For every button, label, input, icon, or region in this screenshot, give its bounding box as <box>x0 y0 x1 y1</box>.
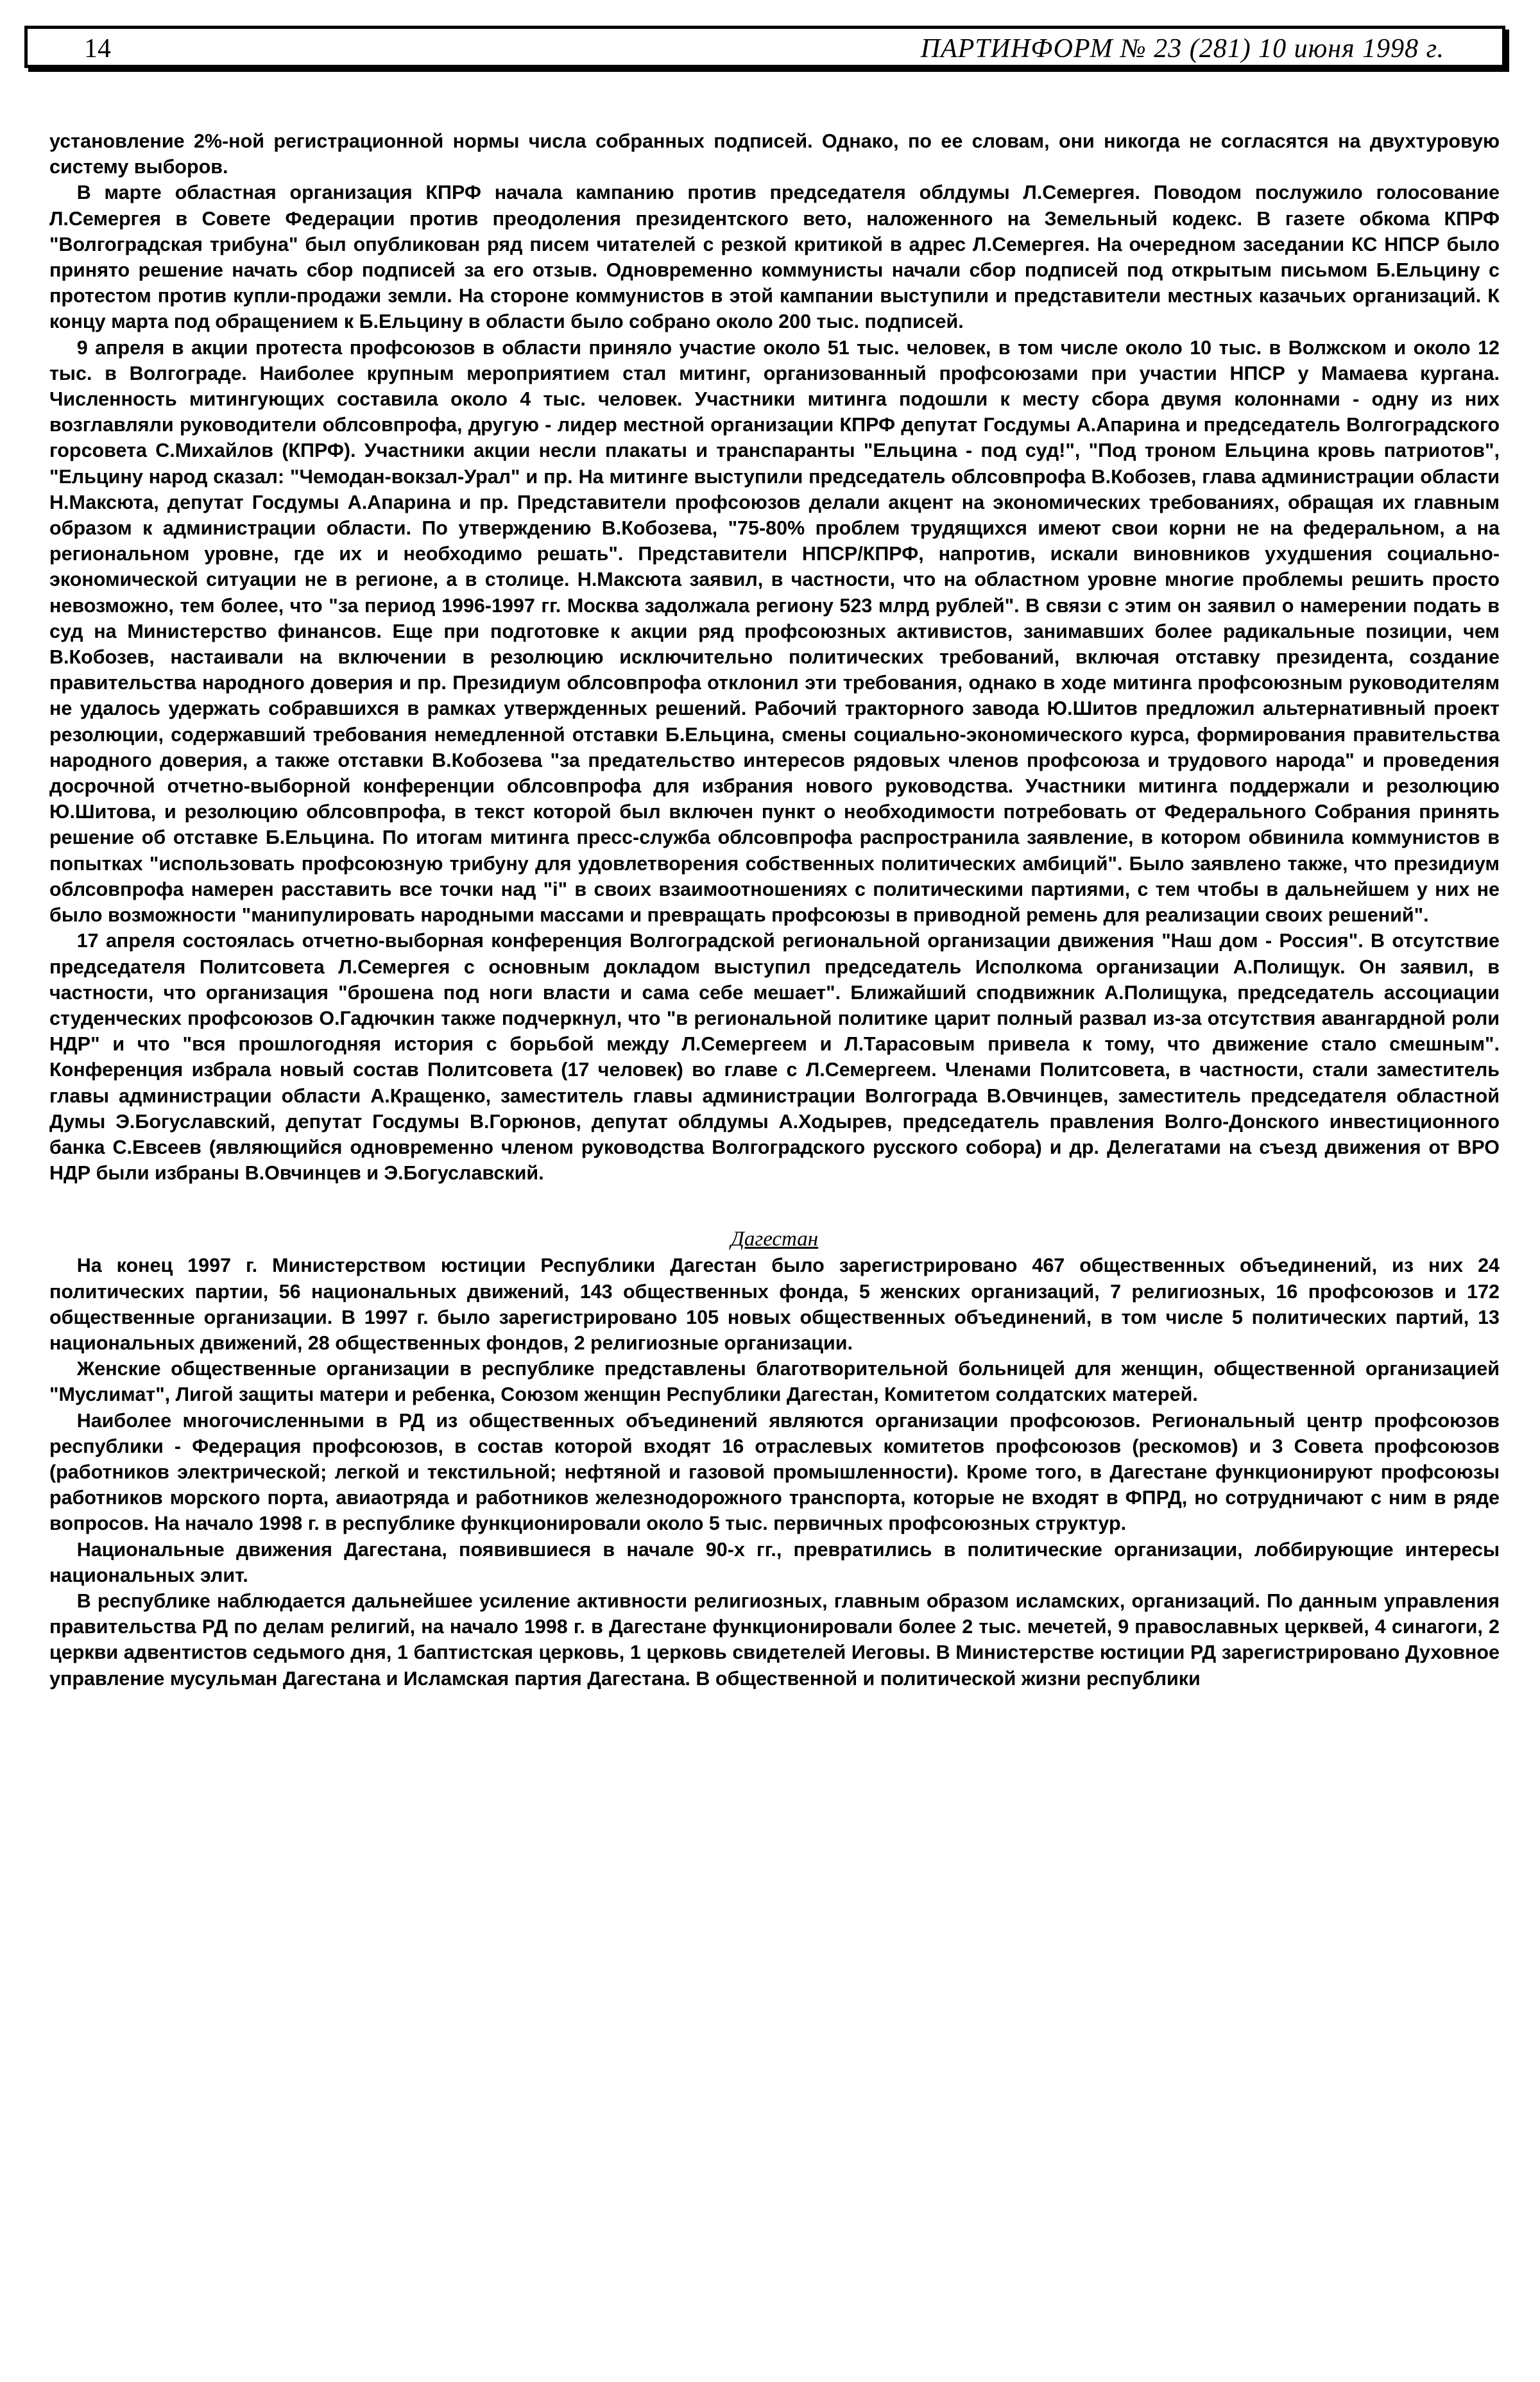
dagestan-section <box>49 1253 1500 1691</box>
paragraph: Женские общественные организации в республике представлены благотворительной больницей для женщин, общественной организацией "Муслимат", Лигой защиты матери и ребенка, Союзом женщин Республики Дагестан, Комитетом солдатских матерей. <box>49 1358 1500 1406</box>
paragraph: В республике наблюдается дальнейшее усиление активности религиозных, главным образом исламских, организаций. По данным управления правительства РД по делам религий, на начало 1998 г. в Дагестане функционировали более 2 тыс. мечетей, 9 православных церквей, 4 синагоги, 2 церкви адвентистов седьмого дня, 1 баптистская церковь, 1 церковь свидетелей Иеговы. В Министерстве юстиции РД зарегистрировано Духовное управление мусульман Дагестана и Исламская партия Дагестана. В общественной и политической жизни республики <box>49 1589 1500 1690</box>
paragraph: Наиболее многочисленными в РД из общественных объединений являются организации профсоюзов. Региональный центр профсоюзов республики - Федерация профсоюзов, в состав которой входят 16 отраслевых комитетов профсоюзов (рескомов) и 3 Совета профсоюзов (работников электрической; легкой и текстильной; нефтяной и газовой промышленности). Кроме того, в Дагестане функционируют профсоюзы работников морского порта, авиаотряда и работников железнодорожного транспорта, которые не входят в ФПРД, но сотрудничают с ним в ряде вопросов. На начало 1998 г. в республике функционировали около 5 тыс. первичных профсоюзных структур. <box>49 1409 1500 1535</box>
volgograd-section <box>49 128 1500 1186</box>
paragraph: установление 2%-ной регистрационной нормы числа собранных подписей. Однако, по ее словам, они никогда не согласятся на двухтуровую систему выборов. <box>49 130 1500 178</box>
issue-line: ПАРТИНФОРМ № 23 (281) 10 июня 1998 г. <box>920 34 1444 64</box>
page-header <box>24 26 1505 68</box>
paragraph: 9 апреля в акции протеста профсоюзов в области приняло участие около 51 тыс. человек, в том числе около 10 тыс. в Волжском и около 12 тыс. в Волгограде. Наиболее крупным мероприятием стал митинг, организованный профсоюзами при участии НПСР у Мамаева кургана. Численность митингующих составила около 4 тыс. человек. Участники митинга подошли к месту сбора двумя колоннами - одну из них возглавляли руководители облсовпрофа, другую - лидер местной организации КПРФ депутат Госдумы А.Апарина и председатель Волгоградского горсовета С.Михайлов (КПРФ). Участники акции несли плакаты и транспаранты "Ельцина - под суд!", "Под троном Ельцина кровь патриотов", "Ельцину народ сказал: "Чемодан-вокзал-Урал" и пр. На митинге выступили председатель облсовпрофа В.Кобозев, глава администрации области Н.Максюта, депутат Госдумы А.Апарина и пр. Представители профсоюзов делали акцент на экономических требованиях, обращая их главным образом к администрации области. По утверждению В.Кобозева, "75-80% проблем трудящихся имеют свои корни не на федеральном, а на региональном уровне, где их и необходимо решать". Представители НПСР/КПРФ, напротив, искали виновников ухудшения социально-экономической ситуации не в регионе, а в столице. Н.Максюта заявил, в частности, что на областном уровне многие проблемы решить просто невозможно, тем более, что "за период 1996-1997 гг. Москва задолжала региону 523 млрд рублей". В связи с этим он заявил о намерении подать в суд на Министерство финансов. Еще при подготовке к акции ряд профсоюзных активистов, занимавших более радикальные позиции, чем В.Кобозев, настаивали на включении в резолюцию исключительно политических требований, включая отставку президента, создание правительства народного доверия и пр. Президиум облсовпрофа отклонил эти требования, однако в ходе митинга профсоюзным руководителям не удалось удержать собравшихся в рамках утвержденных решений. Рабочий тракторного завода Ю.Шитов предложил альтернативный проект резолюции, содержавший требования немедленной отставки Б.Ельцина, смены социально-экономического курса, формирования правительства народного доверия, а также отставки В.Кобозева "за предательство интересов рядовых членов профсоюза и трудового народа" и проведения досрочной отчетно-выборной конференции облсовпрофа для избрания нового руководства. Участники митинга поддержали и резолюцию Ю.Шитова, и резолюцию облсовпрофа, в текст которой был включен пункт о необходимости потребовать от Федерального Собрания принять решение об отставке Б.Ельцина. По итогам митинга пресс-служба облсовпрофа распространила заявление, в котором обвинила коммунистов в попытках "использовать профсоюзную трибуну для удовлетворения собственных политических амбиций". Было заявлено также, что президиум облсовпрофа намерен расставить все точки над "i" в своих взаимоотношениях с политическими партиями, с тем чтобы в дальнейшем у них не было возможности "манипулировать народными массами и превращать профсоюзы в приводной ремень для реализации своих решений". <box>49 336 1500 927</box>
article-body <box>49 128 1500 1692</box>
page-number: 14 <box>84 34 111 64</box>
paragraph: 17 апреля состоялась отчетно-выборная конференция Волгоградской региональной организации движения "Наш дом - Россия". В отсутствие председателя Политсовета Л.Семергея с основным докладом выступил председатель Исполкома организации А.Полищук. Он заявил, в частности, что организация "брошена под ноги власти и сама себе мешает". Ближайший сподвижник А.Полищука, председатель ассоциации студенческих профсоюзов О.Гадючкин также подчеркнул, что "в региональной политике царит полный развал из-за отсутствия авангардной роли НДР" и что "вся прошлогодняя история с борьбой между Л.Семергеем и Л.Тарасовым привела к тому, что движение стало смешным". Конференция избрала новый состав Политсовета (17 человек) во главе с Л.Семергеем. Членами Политсовета, в частности, стали заместитель главы администрации области А.Кращенко, заместитель главы администрации Волгограда В.Овчинцев, заместитель председателя областной Думы Э.Богуславский, депутат Госдумы В.Горюнов, депутат облдумы А.Ходырев, председатель правления Волго-Донского инвестиционного банка С.Евсеев (являющийся одновременно членом руководства Волгоградского русского собора) и др. Делегатами на съезд движения от ВРО НДР были избраны В.Овчинцев и Э.Богуславский. <box>49 930 1500 1185</box>
paragraph: Национальные движения Дагестана, появившиеся в начале 90-х гг., превратились в политические организации, лоббирующие интересы национальных элит. <box>49 1538 1500 1586</box>
section-title-dagestan: Дагестан <box>730 1228 819 1251</box>
paragraph: На конец 1997 г. Министерством юстиции Республики Дагестан было зарегистрировано 467 общественных объединений, из них 24 политических партии, 56 национальных движений, 143 общественных фонда, 5 женских организаций, 7 религиозных, 16 профсоюзов и 172 общественные организации. В 1997 г. было зарегистрировано 105 новых общественных объединений, в том числе 5 политических партий, 13 национальных движений, 28 общественных фондов, 2 религиозные организации. <box>49 1255 1500 1354</box>
paragraph: В марте областная организация КПРФ начала кампанию против председателя облдумы Л.Семергея. Поводом послужило голосование Л.Семергея в Совете Федерации против преодоления президентского вето, наложенного на Земельный кодекс. В газете обкома КПРФ "Волгоградская трибуна" был опубликован ряд писем читателей с резкой критикой в адрес Л.Семергея. На очередном заседании КС НПСР было принято решение начать сбор подписей за его отзыв. Одновременно коммунисты начали сбор подписей под открытым письмом Б.Ельцину с протестом против купли-продажи земли. На стороне коммунистов в этой кампании выступили и представители местных казачьих организаций. К концу марта под обращением к Б.Ельцину в области было собрано около 200 тыс. подписей. <box>49 182 1500 333</box>
